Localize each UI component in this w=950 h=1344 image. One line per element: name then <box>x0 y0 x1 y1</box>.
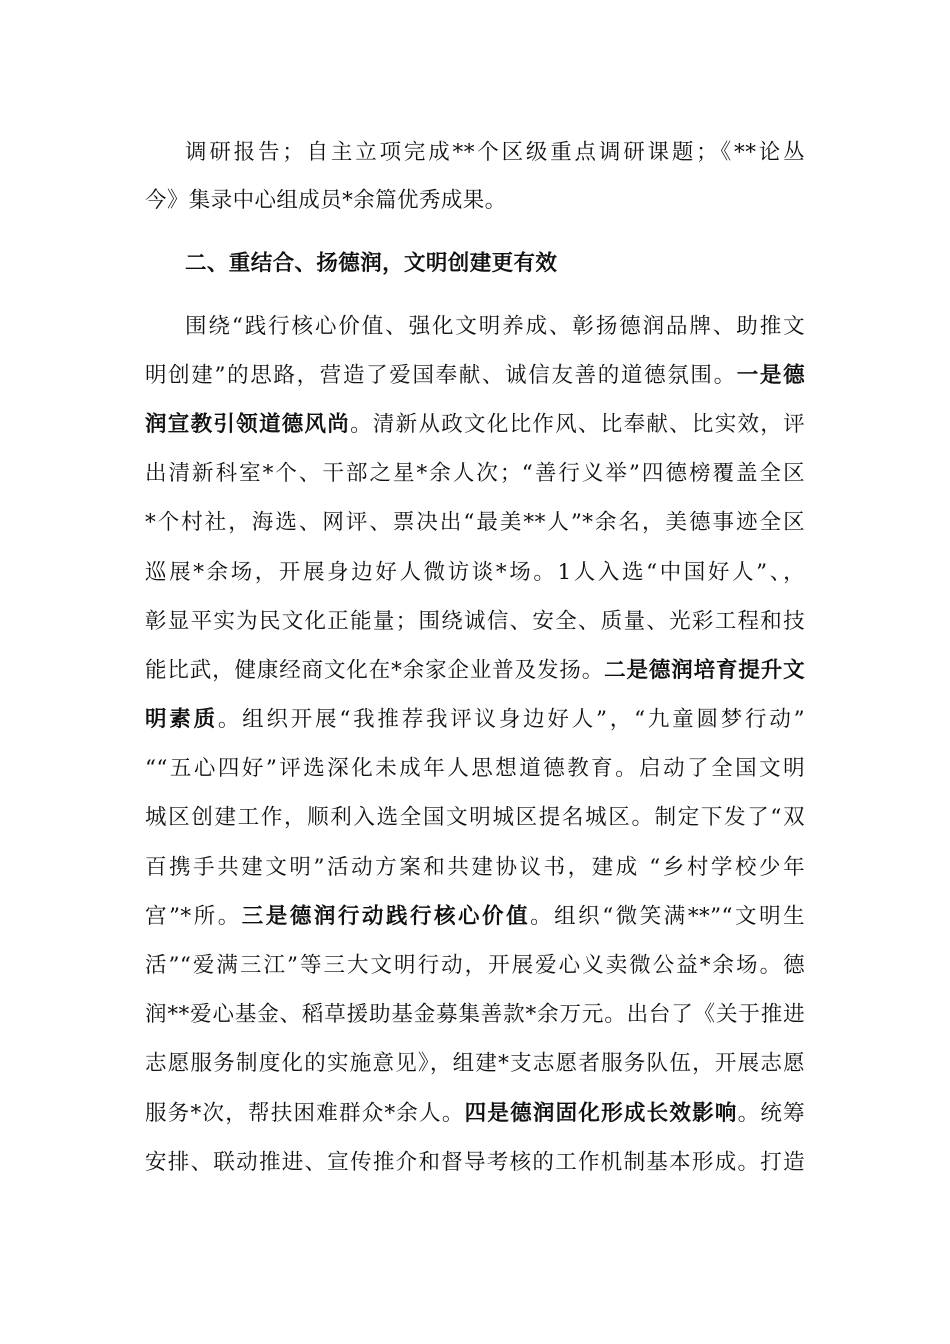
paragraph-2-line-18: 安排、联动推进、宣传推介和督导考核的工作机制基本形成。打造 <box>145 1150 805 1175</box>
paragraph-1-line-2: 今》集录中心组成员*余篇优秀成果。 <box>145 188 507 213</box>
text-run: 。统筹 <box>737 1101 805 1126</box>
bold-run: 润宣教引领道德风尚 <box>145 412 351 437</box>
text-run: 能比武，健康经商文化在*余家企业普及发扬。 <box>145 658 605 683</box>
paragraph-2-line-9 <box>145 702 805 738</box>
paragraph-2-line-1: 围绕“践行核心价值、强化文明养成、彰扬德润品牌、助推文 <box>185 314 805 339</box>
bold-run: 二是德润培育提升文 <box>604 658 805 683</box>
text-run: 。组织开展“我推荐我评议身边好人”，“九童圆梦行动” <box>217 707 805 732</box>
paragraph-1-line-1: 调研报告；自主立项完成**个区级重点调研课题；《**论丛 <box>185 140 805 165</box>
paragraph-2-line-8 <box>145 653 805 689</box>
paragraph-2-line-11: 城区创建工作，顺利入选全国文明城区提名城区。制定下发了“双 <box>145 805 805 830</box>
paragraph-2-line-3 <box>145 407 805 443</box>
paragraph-2-line-12: 百携手共建文明”活动方案和共建协议书，建成 “乡村学校少年 <box>145 855 805 880</box>
text-run: 明创建”的思路，营造了爱国奉献、诚信友善的道德氛围。 <box>145 363 737 388</box>
section-heading: 二、重结合、扬德润，文明创建更有效 <box>185 251 558 276</box>
paragraph-2-line-13 <box>145 899 805 935</box>
paragraph-2-line-17 <box>145 1096 805 1132</box>
paragraph-2-line-15: 润**爱心基金、稻草援助基金募集善款*余万元。出台了《关于推进 <box>145 1002 805 1027</box>
paragraph-2-line-2 <box>145 358 805 394</box>
text-run: 宫”*所。 <box>145 904 242 929</box>
paragraph-2-line-14: 活”“爱满三江”等三大文明行动，开展爱心义卖微公益*余场。德 <box>145 953 805 978</box>
paragraph-2-line-10: ““五心四好”评选深化未成年人思想道德教育。启动了全国文明 <box>145 756 805 781</box>
paragraph-2-line-6: 巡展*余场，开展身边好人微访谈*场。1人入选“中国好人”、， <box>145 560 805 585</box>
bold-run: 三是德润行动践行核心价值 <box>241 904 531 929</box>
paragraph-2-line-5: *个村社，海选、网评、票决出“最美**人”*余名，美德事迹全区 <box>145 510 805 535</box>
text-run: 服务*次，帮扶困难群众*余人。 <box>145 1101 465 1126</box>
bold-run: 明素质 <box>145 707 218 732</box>
text-run: 。组织“微笑满**”“文明生 <box>530 904 805 929</box>
bold-run: 一是德 <box>736 363 805 388</box>
bold-run: 四是德润固化形成长效影响 <box>464 1101 738 1126</box>
paragraph-2-line-16: 志愿服务制度化的实施意见》，组建*支志愿者服务队伍，开展志愿 <box>145 1051 805 1076</box>
paragraph-2-line-4: 出清新科室*个、干部之星*余人次；“善行义举”四德榜覆盖全区 <box>145 461 805 486</box>
paragraph-2-line-7: 彰显平实为民文化正能量；围绕诚信、安全、质量、光彩工程和技 <box>145 609 805 634</box>
text-run: 。清新从政文化比作风、比奉献、比实效，评 <box>350 412 805 437</box>
